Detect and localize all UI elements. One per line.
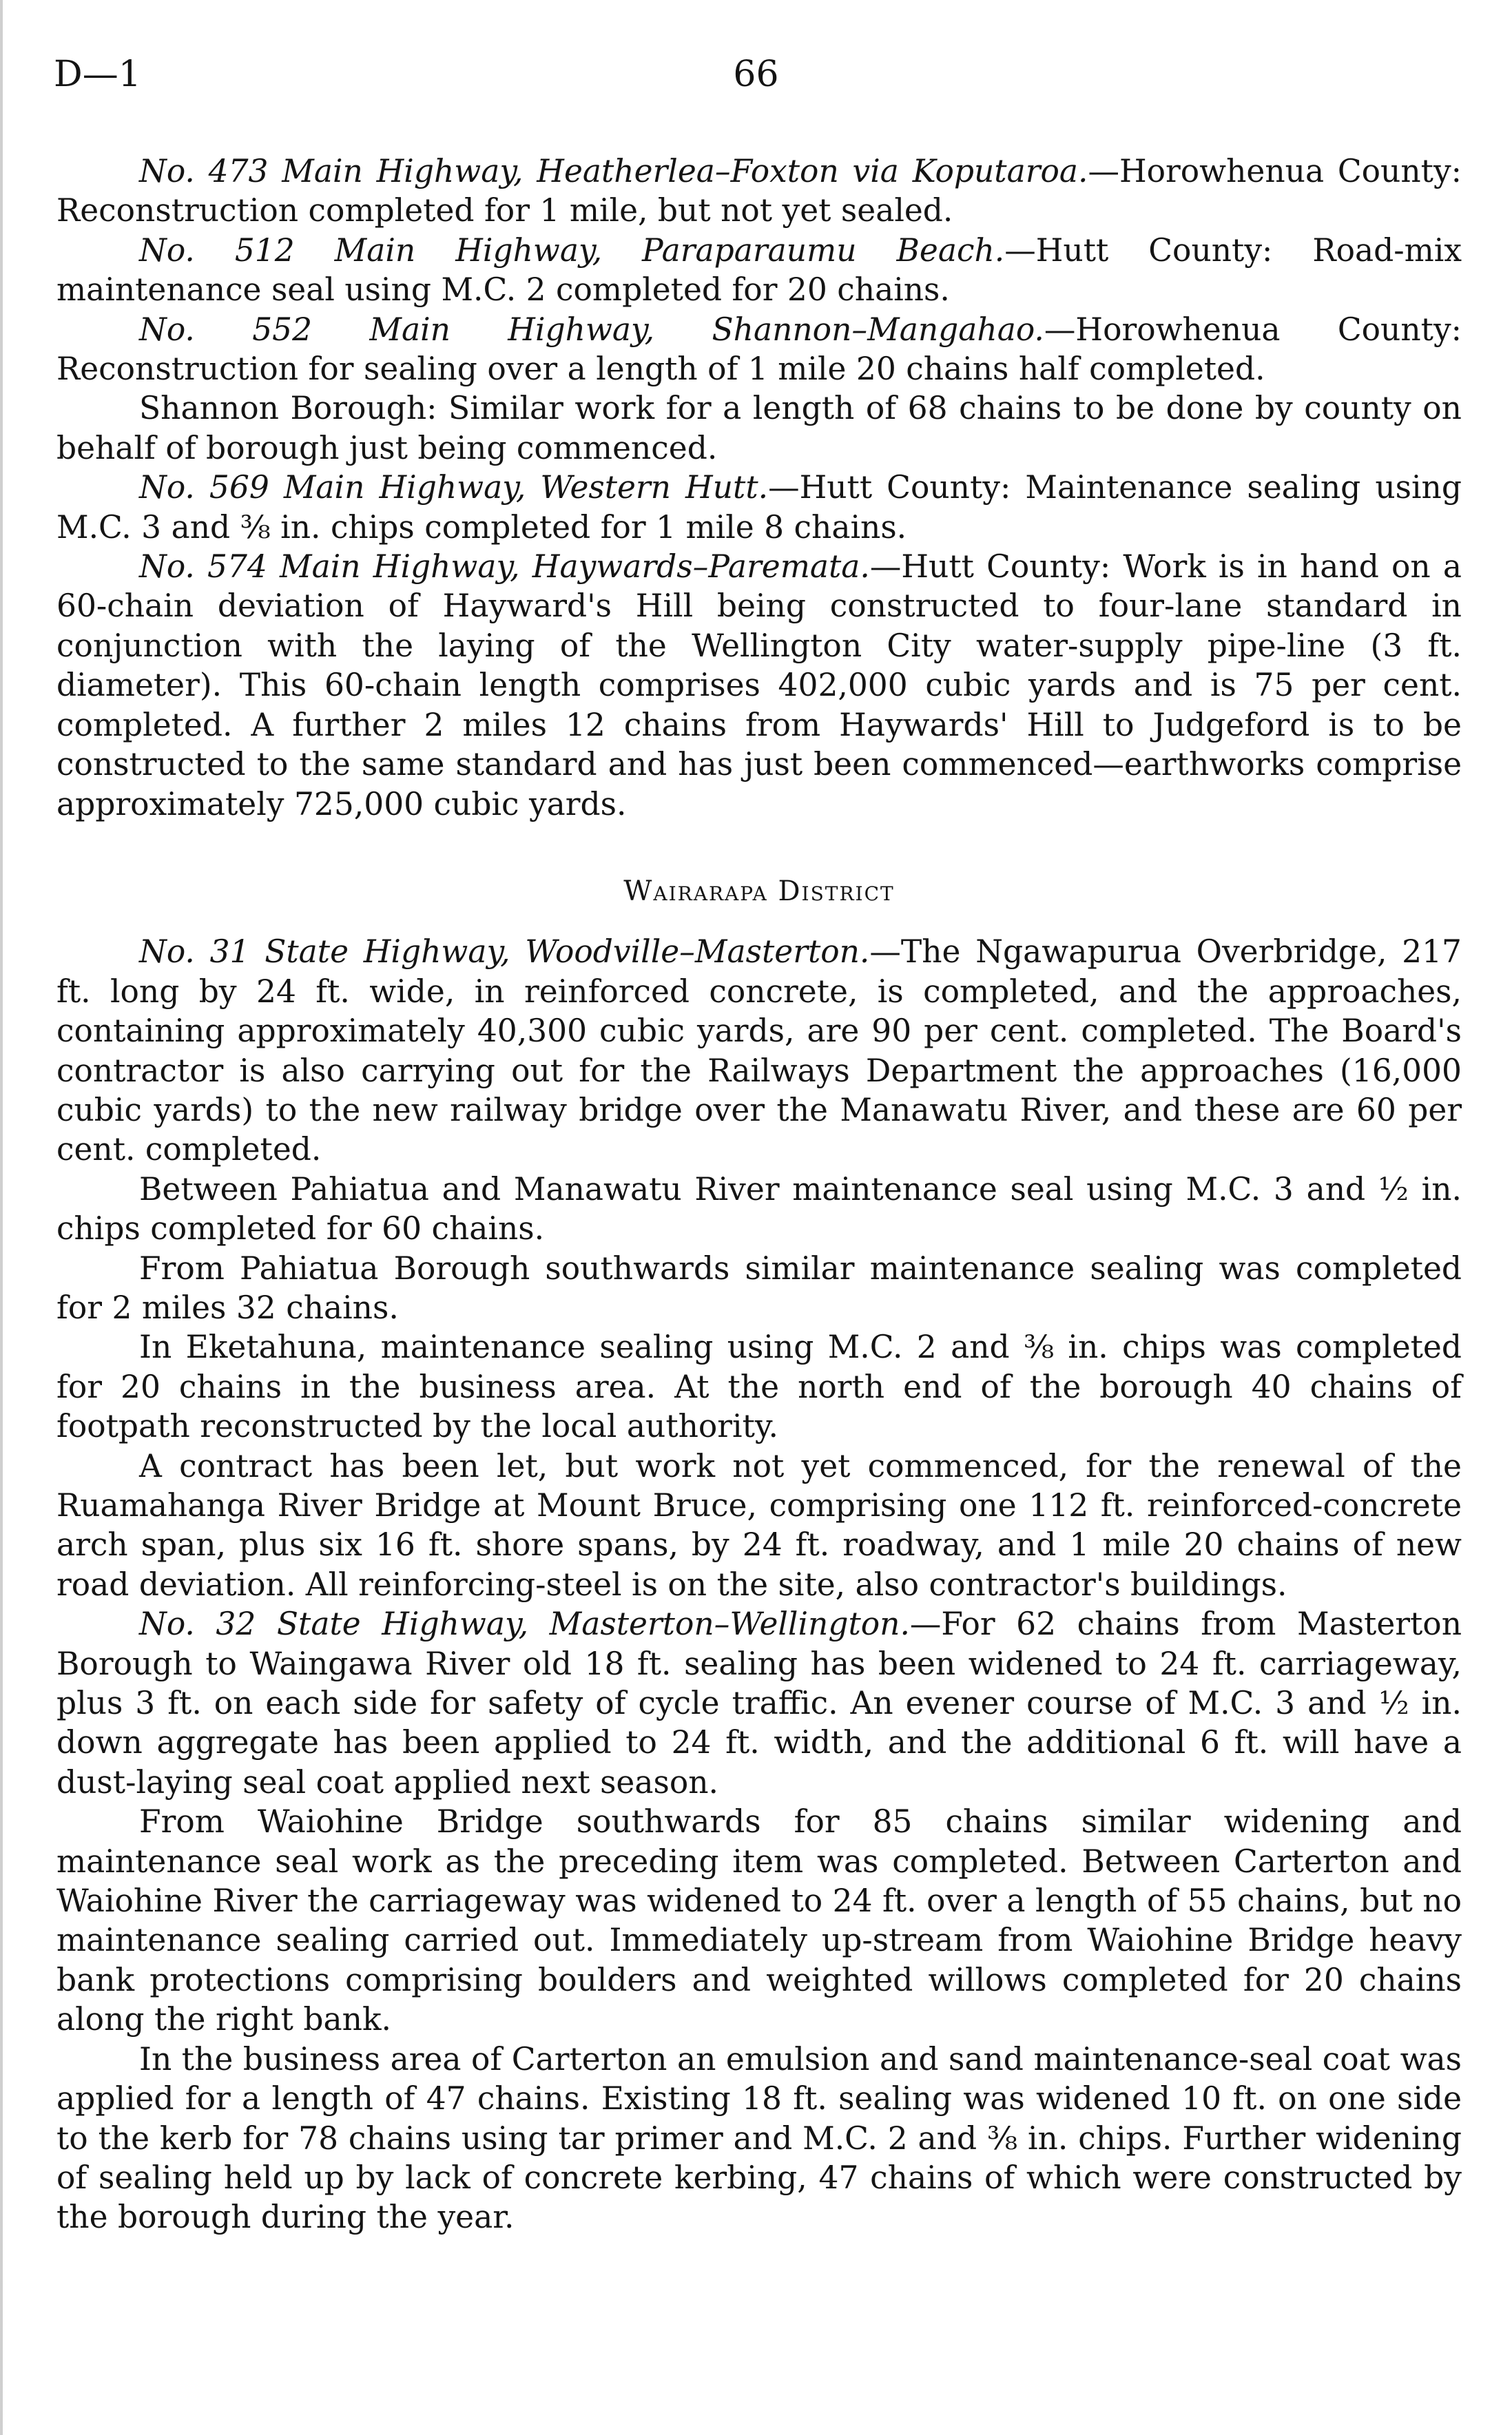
paragraph bbox=[56, 1327, 1462, 1446]
paragraph-text: Between Pahiatua and Manawatu River maintenance seal using M.C. 3 and ½ in. chips completed for 60 chains. bbox=[56, 1170, 1462, 1247]
paragraph-text: —Horowhenua County: Reconstruction for sealing over a length of 1 mile 20 chains half completed. bbox=[56, 311, 1462, 388]
paragraph bbox=[56, 231, 1462, 310]
paragraph bbox=[56, 547, 1462, 824]
paragraph-text: —For 62 chains from Masterton Borough to Waingawa River old 18 ft. sealing has been widened to 24 ft. carriageway, plus 3 ft. on each side for safety of cycle traffic. An evener course of M.C. 3 and ½ in. down aggregate has been applied to 24 ft. width, and the additional 6 ft. will have a dust-laying seal coat applied next season. bbox=[56, 1606, 1462, 1801]
section-heading bbox=[56, 872, 1462, 911]
item-heading: No. 512 Main Highway, Paraparaumu Beach. bbox=[139, 231, 1005, 269]
paragraph-text: —Hutt County: Maintenance sealing using M.C. 3 and ⅜ in. chips completed for 1 mile 8 chains. bbox=[56, 469, 1462, 546]
paragraph bbox=[56, 310, 1462, 389]
paragraph bbox=[56, 932, 1462, 1169]
paragraph-text: From Pahiatua Borough southwards similar maintenance sealing was completed for 2 miles 32 chains. bbox=[56, 1250, 1462, 1326]
paragraph bbox=[56, 1447, 1462, 1605]
paragraph-text: A contract has been let, but work not yet commenced, for the renewal of the Ruamahanga River Bridge at Mount Bruce, comprising one 112 ft. reinforced-concrete arch span, plus six 16 ft. shore spans, by 24 ft. roadway, and 1 mile 20 chains of new road deviation. All reinforcing-steel is on the site, also contractor's buildings. bbox=[56, 1447, 1462, 1603]
paragraph-text: Shannon Borough: Similar work for a length of 68 chains to be done by county on behalf of borough just being commenced. bbox=[56, 390, 1462, 466]
paragraph-text: From Waiohine Bridge southwards for 85 chains similar widening and maintenance seal work as the preceding item was completed. Between Carterton and Waiohine River the carriageway was widened to 24 ft. over a length of 55 chains, but no maintenance sealing carried out. Immediately up-stream from Waiohine Bridge heavy bank protections comprising boulders and weighted willows completed for 20 chains along the right bank. bbox=[56, 1803, 1462, 2038]
paragraph bbox=[56, 1170, 1462, 1249]
item-heading: No. 574 Main Highway, Haywards–Paremata. bbox=[139, 548, 870, 586]
paragraph bbox=[56, 388, 1462, 468]
document-reference: D—1 bbox=[54, 54, 141, 95]
paragraph bbox=[56, 152, 1462, 231]
paragraph bbox=[56, 1802, 1462, 2039]
item-heading: No. 569 Main Highway, Western Hutt. bbox=[139, 469, 769, 506]
paragraph bbox=[56, 468, 1462, 547]
item-heading: No. 473 Main Highway, Heatherlea–Foxton via Koputaroa. bbox=[139, 153, 1088, 189]
paragraph-text: —Hutt County: Road-mix maintenance seal using M.C. 2 completed for 20 chains. bbox=[56, 231, 1462, 309]
paragraph-text: —The Ngawapurua Overbridge, 217 ft. long by 24 ft. wide, in reinforced concrete, is completed, and the approaches, containing approximately 40,300 cubic yards, are 90 per cent. completed. The Board's contractor is also carrying out for the Railways Department the approaches (16,000 cubic yards) to the new railway bridge over the Manawatu River, and these are 60 per cent. completed. bbox=[56, 933, 1462, 1168]
document-body bbox=[56, 152, 1462, 2237]
item-heading: No. 31 State Highway, Woodville–Masterton. bbox=[139, 933, 870, 971]
page-number: 66 bbox=[733, 54, 779, 95]
paragraph bbox=[56, 1604, 1462, 1802]
section-heading-text: Wairarapa District bbox=[623, 875, 895, 907]
page-edge bbox=[0, 0, 3, 2435]
paragraph-text: —Horowhenua County: Reconstruction completed for 1 mile, but not yet sealed. bbox=[56, 153, 1462, 229]
paragraph-text: In Eketahuna, maintenance sealing using M.C. 2 and ⅜ in. chips was completed for 20 chains in the business area. At the north end of the borough 40 chains of footpath reconstructed by the local authority. bbox=[56, 1329, 1462, 1445]
item-heading: No. 32 State Highway, Masterton–Wellington. bbox=[139, 1606, 910, 1643]
paragraph bbox=[56, 1249, 1462, 1328]
item-heading: No. 552 Main Highway, Shannon–Mangahao. bbox=[139, 311, 1044, 348]
paragraph bbox=[56, 2040, 1462, 2237]
paragraph-text: —Hutt County: Work is in hand on a 60-chain deviation of Hayward's Hill being constructed to four-lane standard in conjunction with the laying of the Wellington City water-supply pipe-line (3 ft. diameter). This 60-chain length comprises 402,000 cubic yards and is 75 per cent. completed. A further 2 miles 12 chains from Haywards' Hill to Judgeford is to be constructed to the same standard and has just been commenced—earthworks comprise approximately 725,000 cubic yards. bbox=[56, 548, 1462, 822]
paragraph-text: In the business area of Carterton an emulsion and sand maintenance-seal coat was applied for a length of 47 chains. Existing 18 ft. sealing was widened 10 ft. on one side to the kerb for 78 chains using tar primer and M.C. 2 and ⅜ in. chips. Further widening of sealing held up by lack of concrete kerbing, 47 chains of which were constructed by the borough during the year. bbox=[56, 2040, 1462, 2236]
page-header bbox=[0, 54, 1512, 109]
